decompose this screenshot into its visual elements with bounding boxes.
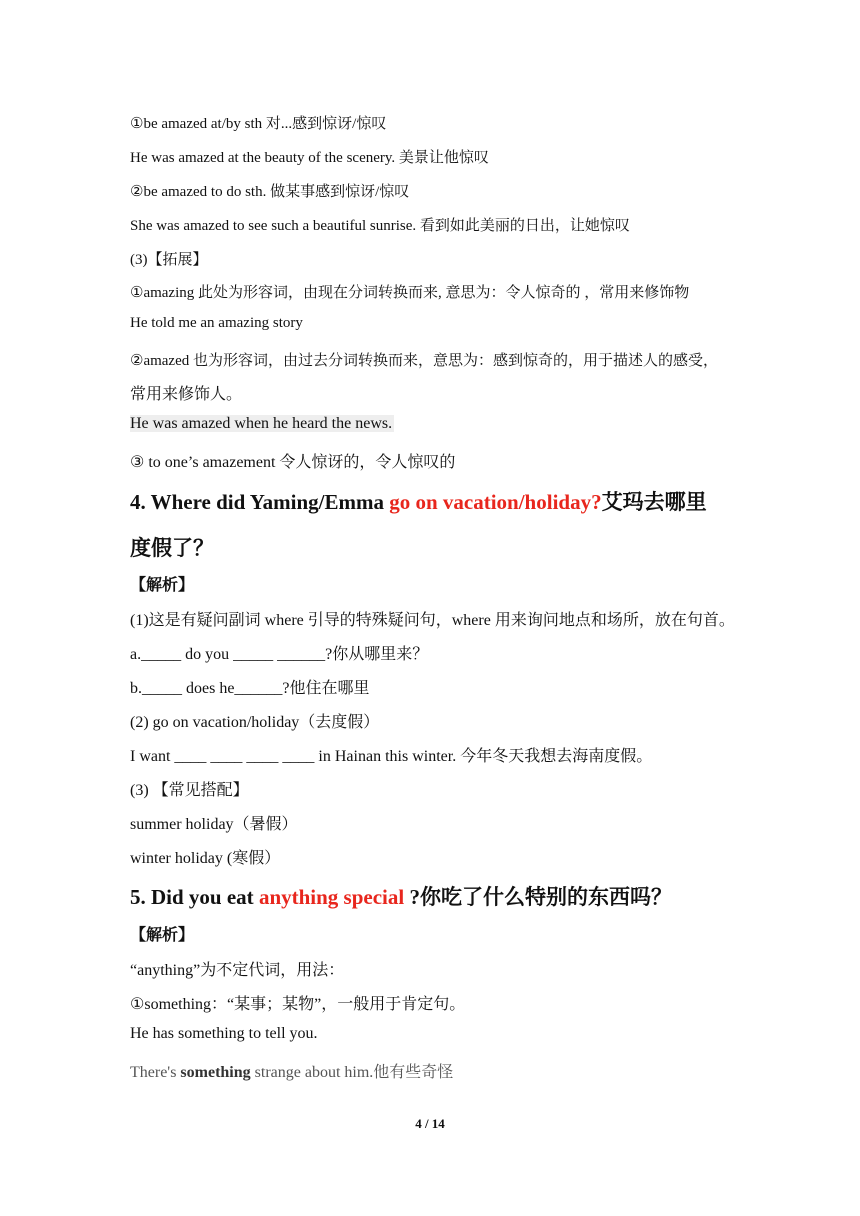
text-line: “anything”为不定代词，用法：: [130, 962, 345, 979]
text-line: She was amazed to see such a beautiful sunrise. 看到如此美丽的日出，让她惊叹: [130, 218, 630, 234]
page-number: 4 / 14: [415, 1116, 445, 1131]
text-line: summer holiday（暑假）: [130, 816, 298, 833]
highlighted-sentence: He was amazed when he heard the news.: [130, 415, 393, 432]
text-line: winter holiday (寒假）: [130, 850, 281, 867]
text-line: (2) go on vacation/holiday（去度假）: [130, 714, 380, 731]
text-line: ①be amazed at/by sth 对...感到惊讶/惊叹: [130, 116, 387, 132]
key-phrase: anything special: [258, 885, 405, 909]
text-line: ①something：“某事；某物”，一般用于肯定句。: [130, 996, 466, 1013]
analysis-label: 【解析】: [130, 577, 195, 594]
question-4-heading-continued: 度假了？: [130, 536, 214, 560]
text-line: (1)这是有疑问副词 where 引导的特殊疑问句，where 用来询问地点和场所，放在句首。: [130, 612, 735, 629]
question-4-heading: 4. Where did Yaming/Emma go on vacation/holiday?艾玛去哪里: [130, 490, 707, 514]
text-line: ③ to one’s amazement 令人惊讶的，令人惊叹的: [130, 454, 456, 471]
text-line: He told me an amazing story: [130, 315, 303, 331]
text-line: (3) 【常见搭配】: [130, 782, 249, 799]
exercise-line: I want ____ ____ ____ ____ in Hainan this winter. 今年冬天我想去海南度假。: [130, 748, 653, 765]
question-5-heading: 5. Did you eat anything special ?你吃了什么特别的东西吗？: [130, 885, 672, 909]
exercise-line: a._____ do you _____ ______?你从哪里来？: [130, 646, 429, 663]
text-line: ①amazing 此处为形容词，由现在分词转换而来, 意思为：令人惊奇的 ，常用来修饰物: [130, 285, 690, 301]
analysis-label: 【解析】: [130, 927, 195, 944]
text-line: ②be amazed to do sth. 做某事感到惊讶/惊叹: [130, 184, 410, 200]
text-line: 常用来修饰人。: [130, 386, 243, 403]
key-phrase: go on vacation/holiday?: [389, 490, 602, 514]
text-line: He was amazed at the beauty of the scenery. 美景让他惊叹: [130, 150, 489, 166]
text-line: ②amazed 也为形容词，由过去分词转换而来，意思为：感到惊奇的，用于描述人的感受，: [130, 353, 718, 369]
exercise-line: b._____ does he______?他住在哪里: [130, 680, 370, 697]
text-line: (3)【拓展】: [130, 252, 208, 268]
text-line: There's something strange about him.他有些奇怪: [130, 1064, 454, 1081]
text-line: He has something to tell you.: [130, 1025, 318, 1042]
